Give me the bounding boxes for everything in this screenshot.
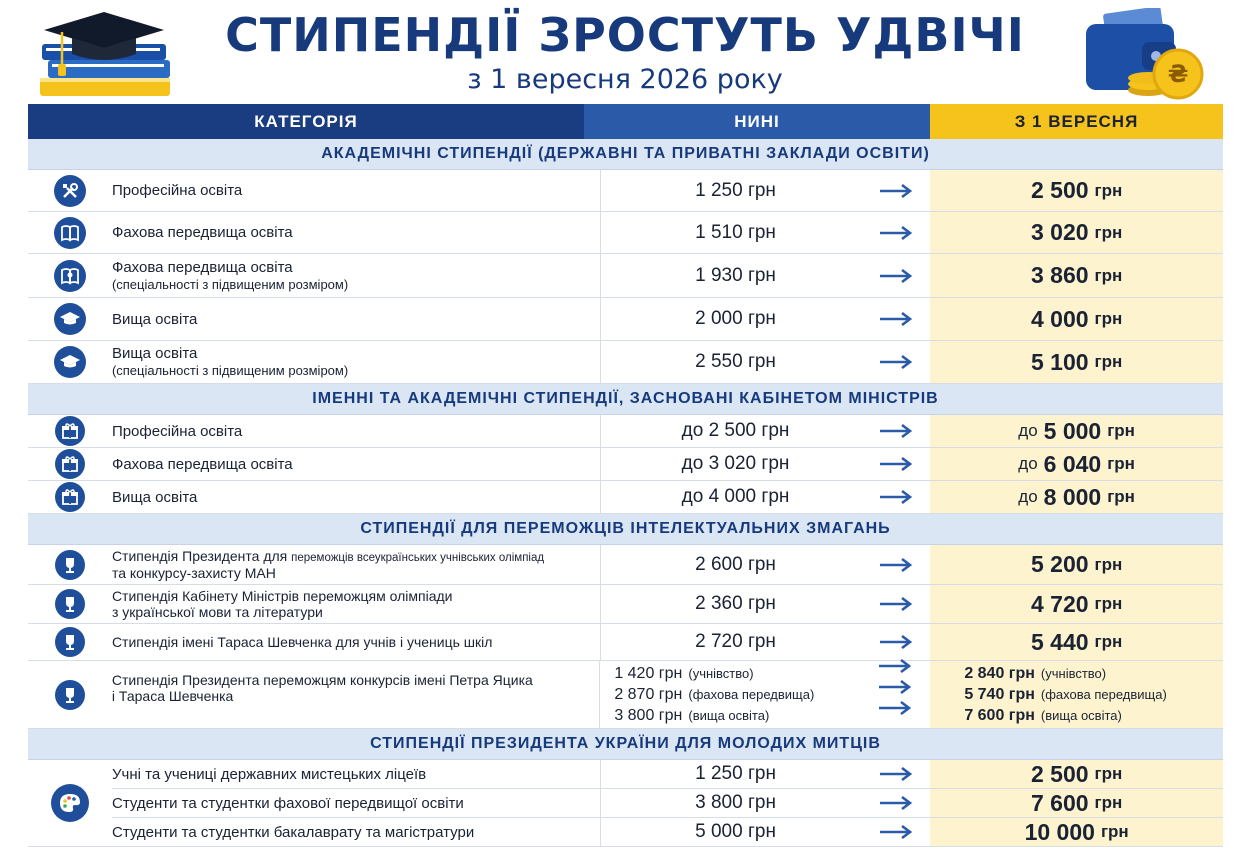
table-row: Студенти та студентки фахової передвищої освіти 3 800 грн 7 600 грн: [112, 789, 1223, 818]
arrow-right-icon: [879, 311, 913, 327]
wallet-coins-icon: [1082, 8, 1208, 104]
arrow-right-icon: [878, 679, 912, 695]
page-subtitle: з 1 вересня 2026 року: [467, 64, 783, 95]
row-label: та конкурсу-захисту МАН: [111, 564, 276, 581]
row-label: Професійна освіта: [111, 182, 243, 199]
row-sublabel: (спеціальності з підвищеним розміром): [111, 363, 349, 378]
arrow-right-icon: [879, 354, 913, 370]
trophy-icon: [55, 627, 85, 657]
arrow-right-icon: [879, 456, 913, 472]
gift-icon: [55, 482, 85, 512]
row-label: Професійна освіта: [111, 422, 243, 440]
header: [0, 0, 1250, 104]
row-sublabel: (спеціальності з підвищеним розміром): [111, 276, 349, 292]
new-value-line: 7 600 грн (вища освіта): [964, 706, 1122, 724]
arrow-right-icon: [878, 700, 912, 716]
now-value: 1 250: [695, 179, 743, 201]
arrow-right-icon: [879, 795, 913, 811]
book-star-icon: [54, 260, 86, 292]
arrow-right-icon: [878, 658, 912, 674]
new-value: 6 040: [1043, 450, 1102, 477]
new-value-line: 2 840 грн (учнівство): [964, 664, 1107, 682]
table-row: Професійна освіта до 2 500 грн до 5 000 грн: [28, 415, 1223, 448]
scholarship-table: [28, 104, 1223, 847]
table-row: Студенти та студентки бакалаврату та магістратури 5 000 грн 10 000 грн: [112, 818, 1223, 847]
now-value: 2 600: [695, 553, 743, 575]
new-value: 5 000: [1043, 417, 1102, 444]
now-value: 3 020: [708, 453, 757, 474]
table-row: Стипендія Президента для переможців всеукраїнських учнівських олімпіад та конкурсу-захисту МАН 2 600 грн 5 200 грн: [28, 545, 1223, 585]
row-label: Фахова передвища освіта: [111, 258, 293, 276]
now-value-line: 3 800 грн (вища освіта): [600, 705, 930, 726]
new-value: 3 020: [1030, 219, 1089, 245]
row-label: Фахова передвища освіта: [111, 455, 293, 473]
tools-icon: [54, 175, 86, 207]
row-label: Вища освіта: [111, 310, 198, 328]
now-value: 1 250: [695, 763, 743, 784]
new-value: 5 100: [1030, 348, 1089, 375]
now-value: 3 800: [695, 792, 743, 813]
table-row: Фахова передвища освіта (спеціальності з підвищеним розміром) 1 930 грн 3 860 грн: [28, 254, 1223, 298]
gift-icon: [55, 416, 85, 446]
row-label: Вища освіта: [111, 488, 198, 506]
arrow-right-icon: [879, 766, 913, 782]
row-label: Стипендія імені Тараса Шевченка для учнів і учениць шкіл: [111, 633, 493, 650]
artists-group: [28, 760, 1223, 847]
table-row: Професійна освіта 1 250 грн 2 500 грн: [28, 170, 1223, 212]
row-label: Стипендія Кабінету Міністрів переможцям олімпіади: [111, 588, 453, 604]
svg-text:₴: ₴: [1167, 60, 1189, 88]
new-value: 2 500: [1030, 177, 1089, 203]
header-category: КАТЕГОРІЯ: [28, 104, 584, 139]
trophy-icon: [55, 680, 85, 710]
new-value: 8 000: [1043, 483, 1102, 510]
section-title: СТИПЕНДІЇ ПРЕЗИДЕНТА УКРАЇНИ ДЛЯ МОЛОДИХ МИТЦІВ: [28, 729, 1223, 760]
table-row: Учні та учениці державних мистецьких ліцеїв 1 250 грн 2 500 грн: [112, 760, 1223, 789]
new-value: 5 200: [1030, 551, 1089, 577]
arrow-right-icon: [879, 824, 913, 840]
header-new: З 1 ВЕРЕСНЯ: [930, 104, 1223, 139]
row-label: Вища освіта: [111, 345, 198, 362]
arrow-right-icon: [879, 557, 913, 573]
table-row: Вища освіта 2 000 грн 4 000 грн: [28, 298, 1223, 341]
arrow-right-icon: [879, 268, 913, 284]
table-row: Стипендія Президента переможцям конкурсів імені Петра Яцика і Тараса Шевченка 1 420 грн (учнівство) 2 870 грн (фахова передвища) 3 800 грн (вища освіта) 2 840 грн (учнівство) 5 740 грн (фахова передвища) 7 600 грн (вища освіта): [28, 661, 1223, 729]
graduation-cap-icon: [54, 346, 86, 378]
row-label: Студенти та студентки фахової передвищої освіти: [112, 794, 464, 812]
palette-icon: [51, 784, 89, 822]
graduation-cap-icon: [54, 303, 86, 335]
gift-icon: [55, 449, 85, 479]
new-value: 7 600: [1030, 789, 1089, 816]
section-title: СТИПЕНДІЇ ДЛЯ ПЕРЕМОЖЦІВ ІНТЕЛЕКТУАЛЬНИХ ЗМАГАНЬ: [28, 514, 1223, 545]
table-row: Фахова передвища освіта до 3 020 грн до 6 040 грн: [28, 448, 1223, 481]
arrow-right-icon: [879, 183, 913, 199]
arrow-right-icon: [879, 489, 913, 505]
now-value: 5 000: [695, 821, 743, 842]
arrow-right-icon: [879, 634, 913, 650]
row-label: Учні та учениці державних мистецьких ліцеїв: [112, 765, 427, 783]
now-value: 2 550: [695, 351, 743, 372]
header-now: НИНІ: [584, 104, 930, 139]
new-value: 4 000: [1030, 305, 1089, 332]
page-title: СТИПЕНДІЇ ЗРОСТУТЬ УДВІЧІ: [225, 8, 1025, 62]
now-value: 2 000: [695, 308, 743, 329]
new-value: 5 440: [1030, 628, 1089, 655]
section-title: АКАДЕМІЧНІ СТИПЕНДІЇ (ДЕРЖАВНІ ТА ПРИВАТНІ ЗАКЛАДИ ОСВІТИ): [28, 139, 1223, 170]
arrow-right-icon: [879, 596, 913, 612]
new-value: 10 000: [1024, 818, 1095, 845]
now-value: 2 360: [695, 593, 743, 614]
trophy-icon: [55, 550, 85, 580]
now-value-line: 2 870 грн (фахова передвища): [600, 684, 930, 705]
now-value: 2 500: [708, 420, 757, 441]
table-header: [28, 104, 1223, 139]
row-label: Стипендія Президента переможцям конкурсів імені Петра Яцика: [111, 672, 533, 688]
row-label: Фахова передвища освіта: [111, 224, 293, 241]
new-value: 4 720: [1030, 590, 1089, 617]
arrow-right-icon: [879, 423, 913, 439]
now-value: 1 930: [695, 264, 743, 286]
table-row: Стипендія Кабінету Міністрів переможцям олімпіади з української мови та літератури 2 360 грн 4 720 грн: [28, 585, 1223, 624]
new-value: 2 500: [1030, 760, 1089, 787]
now-value: 4 000: [708, 486, 757, 507]
new-value: 3 860: [1030, 262, 1089, 288]
book-icon: [54, 217, 86, 249]
table-row: Вища освіта до 4 000 грн до 8 000 грн: [28, 481, 1223, 514]
row-label: Студенти та студентки бакалаврату та магістратури: [112, 823, 475, 841]
table-row: Стипендія імені Тараса Шевченка для учнів і учениць шкіл 2 720 грн 5 440 грн: [28, 624, 1223, 661]
now-value-line: 1 420 грн (учнівство): [600, 663, 930, 684]
table-row: Вища освіта (спеціальності з підвищеним розміром) 2 550 грн 5 100 грн: [28, 341, 1223, 384]
section-title: ІМЕННІ ТА АКАДЕМІЧНІ СТИПЕНДІЇ, ЗАСНОВАНІ КАБІНЕТОМ МІНІСТРІВ: [28, 384, 1223, 415]
now-value: 2 720: [695, 631, 743, 652]
now-value: 1 510: [695, 221, 743, 243]
table-row: Фахова передвища освіта 1 510 грн 3 020 грн: [28, 212, 1223, 254]
new-value-line: 5 740 грн (фахова передвища): [964, 685, 1167, 703]
trophy-icon: [55, 589, 85, 619]
arrow-right-icon: [879, 225, 913, 241]
